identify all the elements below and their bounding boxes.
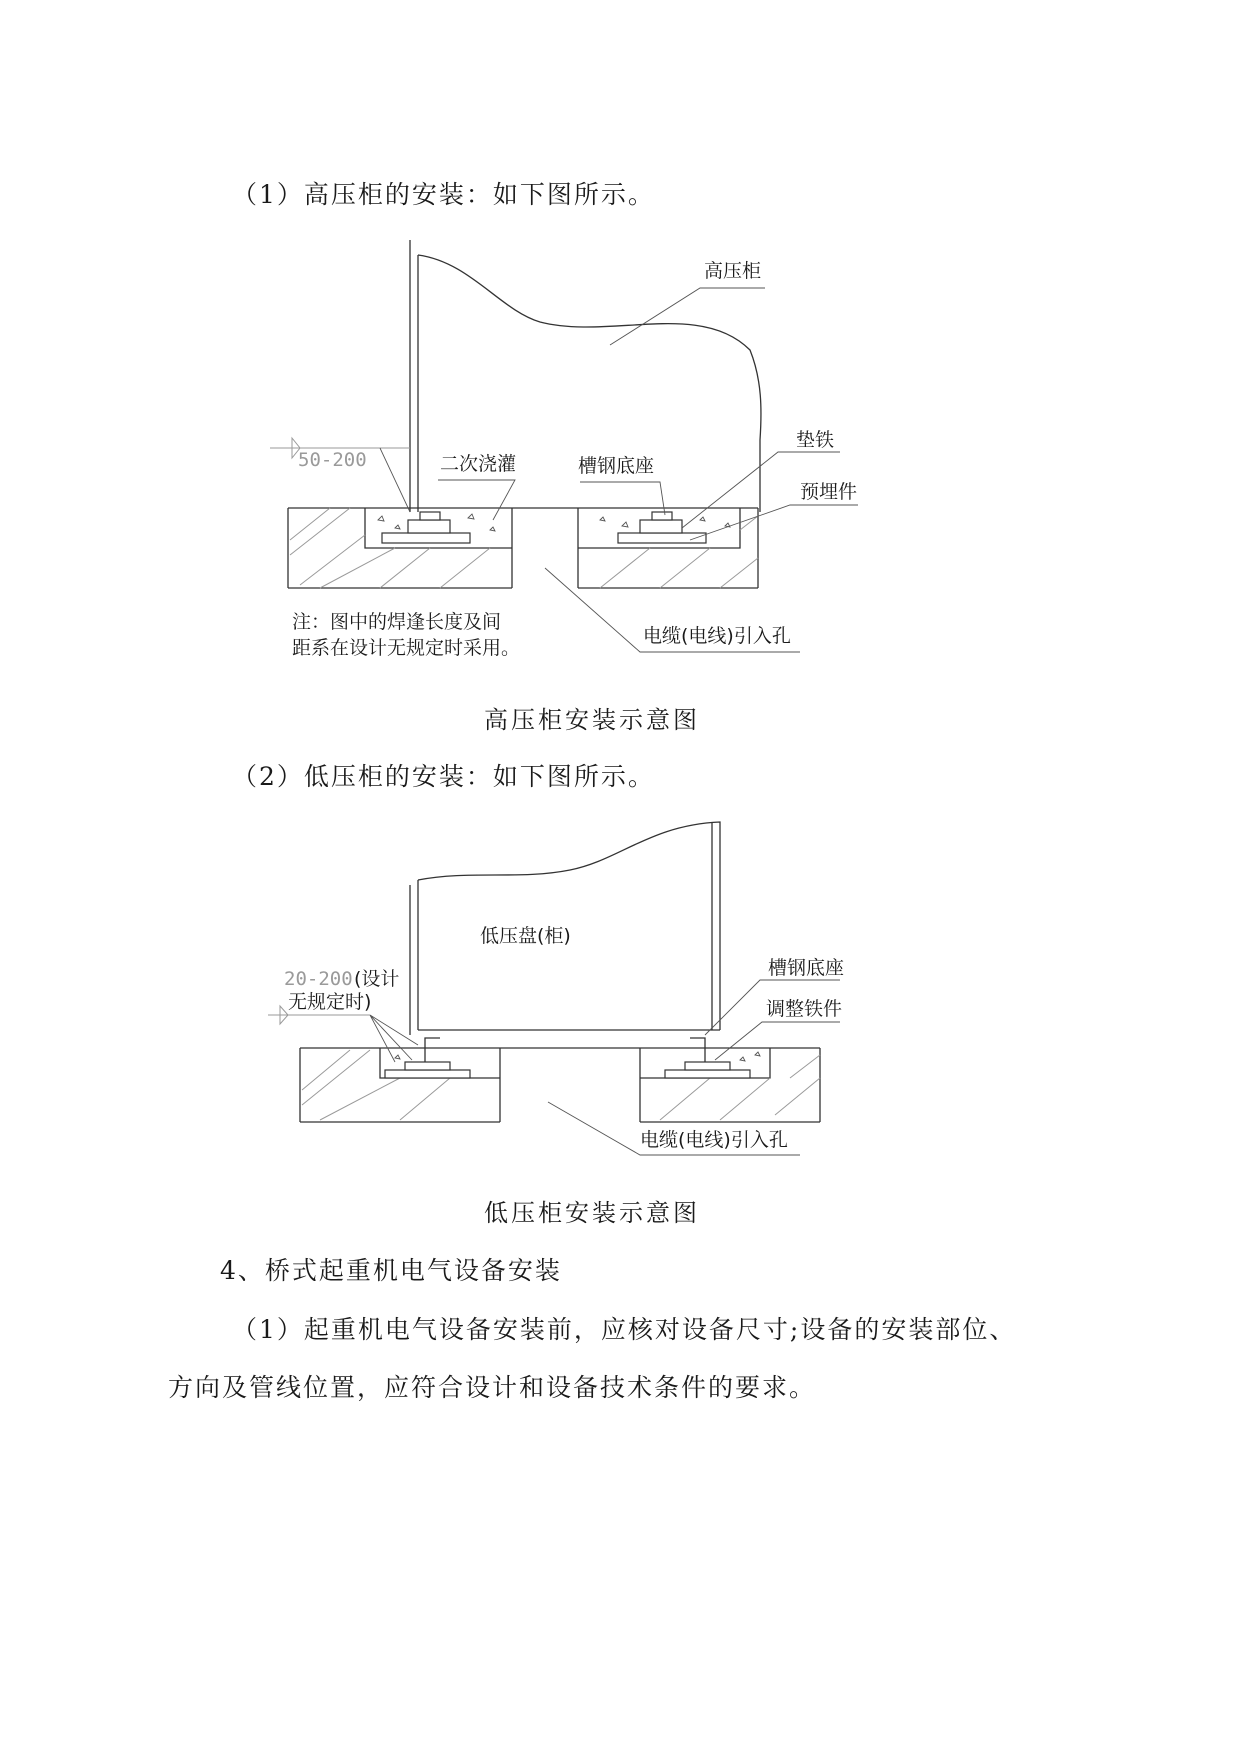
hv-label-channel-base: 槽钢底座 (578, 455, 655, 477)
lv-label-adjust: 调整铁件 (766, 998, 843, 1020)
paragraph-line-2: 方向及管线位置，应符合设计和设备技术条件的要求。 (168, 1373, 817, 1402)
hv-weld-dimension: 50-200 (298, 449, 367, 471)
lv-label-channel-base: 槽钢底座 (768, 957, 845, 979)
paragraph-line-1: （1）起重机电气设备安装前，应核对设备尺寸;设备的安装部位、 (232, 1315, 1017, 1344)
hv-note-line-1: 注：图中的焊逢长度及间 (292, 611, 502, 633)
caption-hv-diagram: 高压柜安装示意图 (484, 706, 700, 734)
lv-label-cabinet: 低压盘(柜) (480, 925, 571, 947)
lv-weld-note-b: 无规定时) (288, 991, 372, 1013)
lv-label-cable-hole: 电缆(电线)引入孔 (640, 1129, 788, 1151)
lv-weld-dimension: 20-200 (284, 968, 353, 990)
heading-lv-install: （2）低压柜的安装：如下图所示。 (232, 762, 655, 791)
lv-weld-note-a: (设计 (354, 968, 400, 990)
caption-lv-diagram: 低压柜安装示意图 (484, 1199, 700, 1227)
hv-note-line-2: 距系在设计无规定时采用。 (292, 637, 521, 659)
hv-label-embedded: 预埋件 (800, 481, 858, 503)
hv-label-grout: 二次浇灌 (440, 453, 517, 475)
section-heading-crane: 4、桥式起重机电气设备安装 (220, 1256, 562, 1285)
hv-label-shim: 垫铁 (796, 429, 835, 451)
hv-label-cabinet: 高压柜 (704, 260, 762, 282)
heading-hv-install: （1）高压柜的安装：如下图所示。 (232, 180, 655, 209)
hv-label-cable-hole: 电缆(电线)引入孔 (643, 625, 791, 647)
